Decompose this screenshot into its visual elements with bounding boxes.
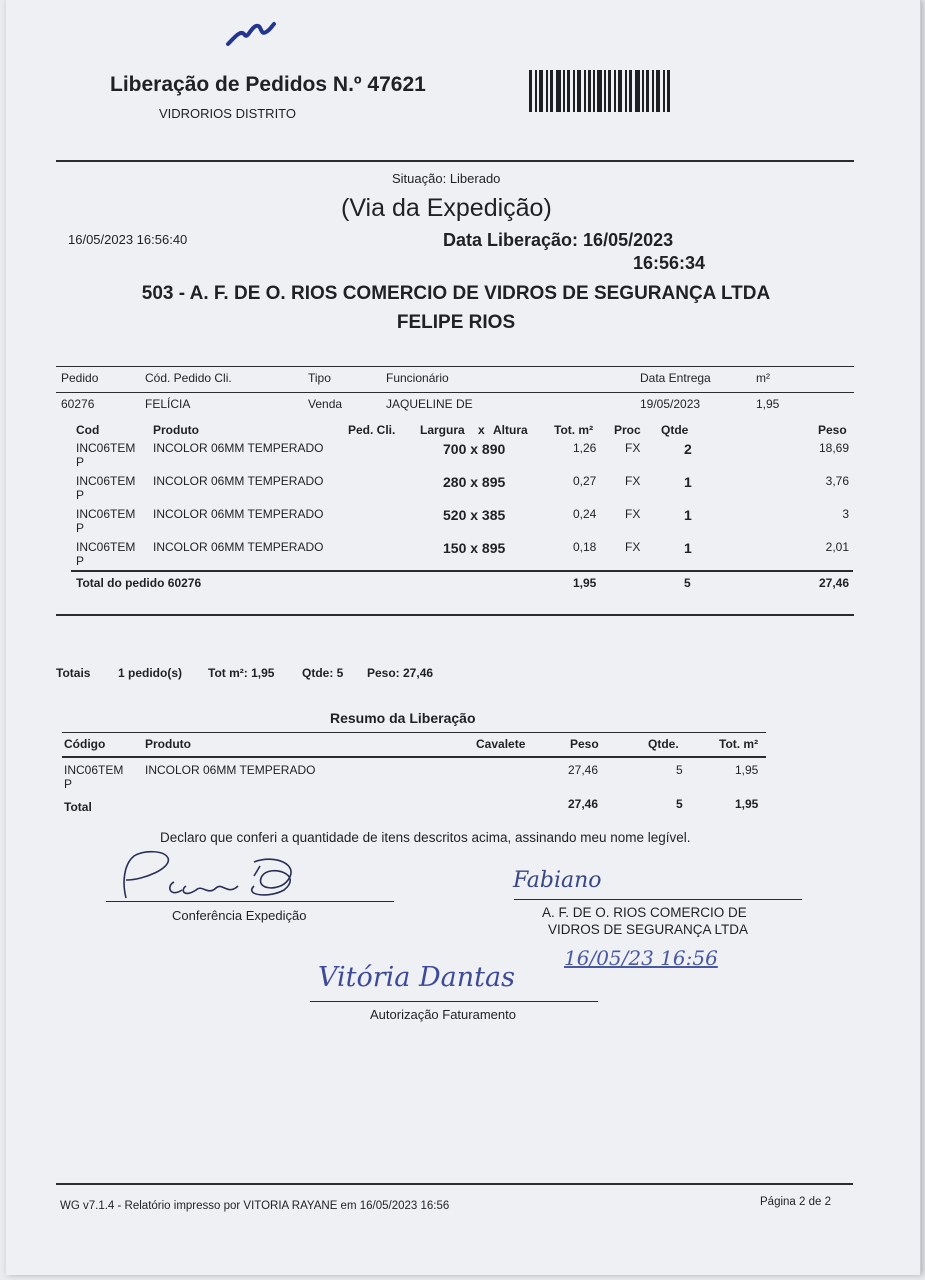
totals-peso: Peso: 27,46 bbox=[367, 666, 434, 680]
item-qtde: 2 bbox=[684, 441, 692, 457]
item-cod: INC06TEM bbox=[76, 441, 136, 455]
totals-m2: Tot m²: 1,95 bbox=[208, 666, 275, 680]
col-proc: Proc bbox=[614, 423, 641, 437]
item-cod: INC06TEM bbox=[76, 507, 136, 521]
item-cod-suffix: P bbox=[76, 521, 85, 535]
print-timestamp: 16/05/2023 16:56:40 bbox=[68, 232, 188, 247]
client-contact: FELIPE RIOS bbox=[396, 312, 516, 333]
summary-col-cavalete: Cavalete bbox=[476, 737, 526, 751]
item-peso: 18,69 bbox=[818, 441, 849, 455]
col-cod-pedido-cli: Cód. Pedido Cli. bbox=[145, 371, 232, 385]
col-peso: Peso bbox=[818, 423, 847, 437]
client-name-line2: VIDROS DE SEGURANÇA LTDA bbox=[548, 922, 749, 937]
summary-col-codigo: Código bbox=[64, 737, 106, 751]
autorizacao-signature: Vitória Dantas bbox=[318, 962, 515, 993]
col-x: x bbox=[478, 423, 485, 437]
divider bbox=[56, 1183, 853, 1185]
summary-title: Resumo da Liberação bbox=[330, 710, 476, 726]
order-total-qtde: 5 bbox=[684, 576, 691, 590]
summary-total-m2: 1,95 bbox=[735, 797, 759, 811]
col-m2: m² bbox=[756, 371, 770, 385]
autorizacao-label: Autorização Faturamento bbox=[370, 1007, 516, 1022]
item-proc: FX bbox=[625, 441, 641, 455]
item-m2: 1,26 bbox=[573, 441, 597, 455]
ink-mark-icon bbox=[224, 18, 284, 55]
col-produto: Produto bbox=[153, 423, 199, 437]
item-m2: 0,18 bbox=[573, 540, 597, 554]
cod-pedido-cli-value: FELÍCIA bbox=[145, 397, 191, 411]
order-total-label: Total do pedido 60276 bbox=[76, 576, 202, 590]
client-signature: Fabiano bbox=[513, 868, 602, 893]
funcionario-value: JAQUELINE DE bbox=[386, 397, 473, 411]
client-name: 503 - A. F. DE O. RIOS COMERCIO DE VIDROS DE SEGURANÇA LTDA bbox=[141, 283, 771, 304]
divider bbox=[71, 570, 853, 572]
company-name: VIDRORIOS DISTRITO bbox=[159, 106, 296, 121]
order-total-m2: 1,95 bbox=[573, 576, 597, 590]
item-cod: INC06TEM bbox=[76, 540, 136, 554]
data-entrega-value: 19/05/2023 bbox=[640, 397, 701, 411]
item-dims: 700 x 890 bbox=[443, 441, 506, 457]
item-produto: INCOLOR 06MM TEMPERADO bbox=[153, 507, 324, 521]
client-name-line1: A. F. DE O. RIOS COMERCIO DE bbox=[542, 905, 747, 920]
declaration-text: Declaro que conferi a quantidade de itens descritos acima, assinando meu nome legível. bbox=[160, 830, 691, 845]
footer-printed-by: WG v7.1.4 - Relatório impresso por VITORIA RAYANE em 16/05/2023 16:56 bbox=[60, 1200, 450, 1212]
col-qtde: Qtde bbox=[661, 423, 689, 437]
item-peso: 3 bbox=[842, 507, 849, 521]
m2-value: 1,95 bbox=[756, 397, 780, 411]
col-tot-m2: Tot. m² bbox=[554, 423, 594, 437]
item-cod-suffix: P bbox=[76, 455, 85, 469]
tipo-value: Venda bbox=[308, 397, 343, 411]
summary-produto: INCOLOR 06MM TEMPERADO bbox=[145, 763, 316, 777]
barcode-icon bbox=[529, 70, 674, 117]
situacao-text: Situação: Liberado bbox=[392, 171, 501, 186]
document-page bbox=[6, 0, 921, 1275]
item-m2: 0,27 bbox=[573, 474, 597, 488]
summary-peso: 27,46 bbox=[568, 763, 599, 777]
item-qtde: 1 bbox=[684, 474, 692, 490]
totals-pedidos: 1 pedido(s) bbox=[118, 666, 183, 680]
summary-col-peso: Peso bbox=[570, 737, 599, 751]
conferencia-label: Conferência Expedição bbox=[172, 908, 307, 923]
summary-total-label: Total bbox=[64, 800, 92, 814]
col-cod: Cod bbox=[76, 423, 100, 437]
item-proc: FX bbox=[625, 474, 641, 488]
divider bbox=[56, 160, 854, 162]
footer-page-number: Página 2 de 2 bbox=[760, 1196, 831, 1208]
summary-total-peso: 27,46 bbox=[568, 797, 599, 811]
totals-qtde: Qtde: 5 bbox=[302, 666, 344, 680]
col-funcionario: Funcionário bbox=[386, 371, 449, 385]
summary-m2: 1,95 bbox=[735, 763, 759, 777]
item-produto: INCOLOR 06MM TEMPERADO bbox=[153, 474, 324, 488]
item-dims: 520 x 385 bbox=[443, 507, 506, 523]
divider bbox=[62, 756, 766, 758]
item-m2: 0,24 bbox=[573, 507, 597, 521]
item-peso: 3,76 bbox=[825, 474, 849, 488]
handwritten-date: 16/05/23 16:56 bbox=[564, 946, 718, 970]
summary-total-qtde: 5 bbox=[676, 797, 683, 811]
summary-qtde: 5 bbox=[676, 763, 683, 777]
col-largura: Largura bbox=[420, 423, 465, 437]
summary-col-m2: Tot. m² bbox=[719, 737, 759, 751]
pedido-value: 60276 bbox=[61, 397, 95, 411]
item-cod: INC06TEM bbox=[76, 474, 136, 488]
signature-line bbox=[106, 901, 394, 902]
divider bbox=[56, 392, 854, 393]
data-liberacao-time: 16:56:34 bbox=[633, 253, 706, 273]
col-data-entrega: Data Entrega bbox=[640, 371, 711, 385]
col-ped-cli: Ped. Cli. bbox=[348, 423, 396, 437]
item-produto: INCOLOR 06MM TEMPERADO bbox=[153, 540, 324, 554]
item-dims: 280 x 895 bbox=[443, 474, 506, 490]
signature-line bbox=[514, 899, 802, 900]
col-altura: Altura bbox=[493, 423, 528, 437]
item-peso: 2,01 bbox=[825, 540, 849, 554]
item-proc: FX bbox=[625, 507, 641, 521]
signature-line bbox=[310, 1001, 598, 1002]
item-qtde: 1 bbox=[684, 540, 692, 556]
item-cod-suffix: P bbox=[76, 488, 85, 502]
item-qtde: 1 bbox=[684, 507, 692, 523]
divider bbox=[56, 366, 854, 367]
summary-codigo: INC06TEM bbox=[64, 763, 124, 777]
summary-col-qtde: Qtde. bbox=[648, 737, 679, 751]
summary-col-produto: Produto bbox=[145, 737, 191, 751]
item-produto: INCOLOR 06MM TEMPERADO bbox=[153, 441, 324, 455]
via-title: (Via da Expedição) bbox=[341, 194, 552, 222]
col-pedido: Pedido bbox=[61, 371, 99, 385]
item-proc: FX bbox=[625, 540, 641, 554]
divider bbox=[62, 732, 766, 733]
divider bbox=[56, 614, 854, 616]
page-title: Liberação de Pedidos N.º 47621 bbox=[110, 73, 426, 96]
data-liberacao: Data Liberação: 16/05/2023 bbox=[443, 230, 674, 250]
totals-label: Totais bbox=[56, 666, 91, 680]
order-total-peso: 27,46 bbox=[818, 576, 849, 590]
item-dims: 150 x 895 bbox=[443, 540, 506, 556]
item-cod-suffix: P bbox=[76, 554, 85, 568]
summary-codigo-suffix: P bbox=[64, 777, 73, 791]
col-tipo: Tipo bbox=[308, 371, 331, 385]
